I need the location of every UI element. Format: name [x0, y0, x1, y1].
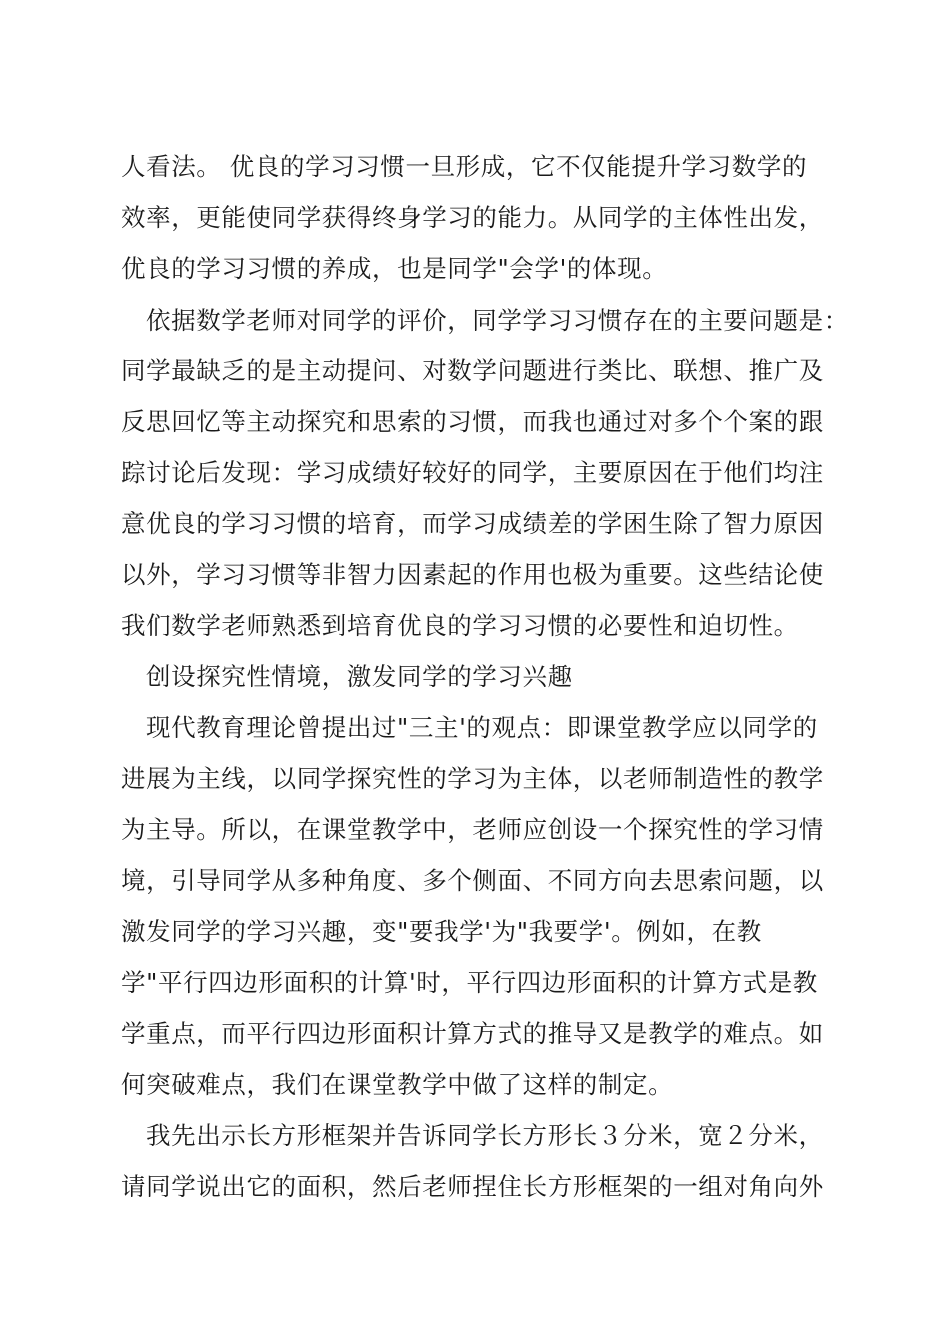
- text-line: 踪讨论后发现：学习成绩好较好的同学，主要原因在于他们均注: [121, 458, 824, 487]
- text-line: 我们数学老师熟悉到培育优良的学习习惯的必要性和迫切性。: [121, 611, 799, 640]
- text-line: 进展为主线，以同学探究性的学习为主体，以老师制造性的教学: [121, 764, 824, 793]
- text-line: 同学最缺乏的是主动提问、对数学问题进行类比、联想、推广及: [121, 356, 824, 385]
- section-heading: 创设探究性情境，激发同学的学习兴趣: [146, 662, 573, 691]
- text-line: 学重点，而平行四边形面积计算方式的推导又是教学的难点。如: [121, 1019, 824, 1048]
- text-line: 意优良的学习习惯的培育，而学习成绩差的学困生除了智力原因: [121, 509, 824, 538]
- text-line: 依据数学老师对同学的评价，同学学习习惯存在的主要问题是：: [146, 306, 849, 335]
- text-line: 我先出示长方形框架并告诉同学长方形长３分米，宽２分米，: [146, 1121, 824, 1150]
- text-line: 请同学说出它的面积，然后老师捏住长方形框架的一组对角向外: [121, 1172, 824, 1201]
- text-line: 效率，更能使同学获得终身学习的能力。从同学的主体性出发，: [121, 203, 824, 232]
- text-line: 反思回忆等主动探究和思索的习惯，而我也通过对多个个案的跟: [121, 407, 824, 436]
- text-line: 以外，学习习惯等非智力因素起的作用也极为重要。这些结论使: [121, 560, 824, 589]
- text-line: 现代教育理论曾提出过"三主'的观点：即课堂教学应以同学的: [146, 713, 818, 742]
- text-line: 境，引导同学从多种角度、多个侧面、不同方向去思索问题，以: [121, 866, 824, 895]
- text-line: 优良的学习习惯的养成，也是同学"会学'的体现。: [121, 254, 668, 283]
- text-line: 激发同学的学习兴趣，变"要我学'为"我要学'。例如，在教: [121, 917, 762, 946]
- text-line: 何突破难点，我们在课堂教学中做了这样的制定。: [121, 1070, 674, 1099]
- text-line: 为主导。所以，在课堂教学中，老师应创设一个探究性的学习情: [121, 815, 824, 844]
- text-line: 人看法。 优良的学习习惯一旦形成，它不仅能提升学习数学的: [121, 152, 808, 181]
- text-line: 学"平行四边形面积的计算'时，平行四边形面积的计算方式是教: [121, 968, 818, 997]
